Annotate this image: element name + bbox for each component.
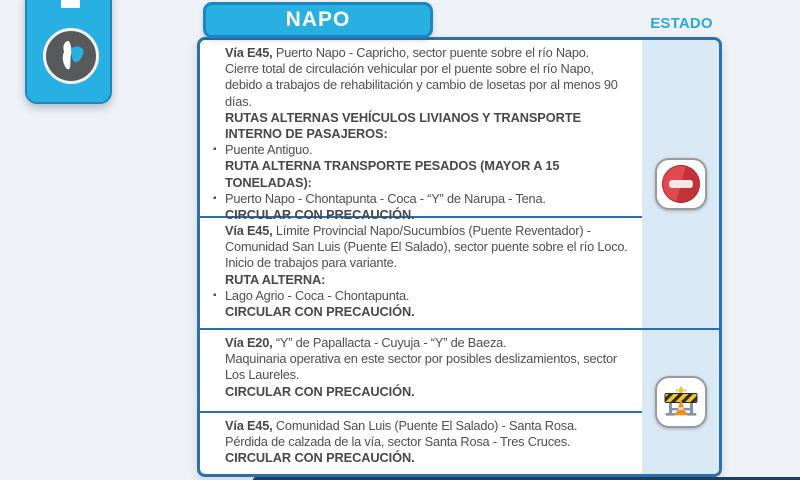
route-code: Vía E20, (225, 335, 273, 350)
alternate-route-item: ▪ Puerto Napo - Chontapunta - Coca - “Y” de Narupa - Tena. (225, 191, 634, 207)
estado-cell-closed (642, 40, 719, 330)
road-section-2 (200, 218, 642, 330)
road-sections (200, 40, 642, 474)
estado-column (642, 40, 719, 474)
route-title: Vía E45, Comunidad San Luis (Puente El Salado) - Santa Rosa. (225, 418, 578, 433)
road-section-4 (200, 413, 642, 474)
alternate-routes-heading: RUTAS ALTERNAS VEHÍCULOS LIVIANOS Y TRANSPORTE INTERNO DE PASAJEROS: (225, 109, 581, 142)
alternate-route-heading: RUTA ALTERNA: (225, 271, 326, 287)
road-status-card (197, 37, 722, 477)
logo-card (25, 0, 112, 104)
ecuador-map-icon (53, 38, 89, 74)
province-tab-label: NAPO (285, 8, 351, 31)
route-code: Vía E45, (225, 45, 273, 60)
alternate-route-heavy-heading: RUTA ALTERNA TRANSPORTE PESADOS (MAYOR A 15 TONELADAS): (225, 158, 560, 190)
route-description: Cierre total de circulación vehicular por el puente sobre el río Napo, debido a trabajos de rehabilitación y cambio de losetas por al menos 90 días. (225, 61, 618, 109)
logo-top-fragment (61, 0, 80, 8)
status-badge (655, 376, 707, 428)
caution-note: CIRCULAR CON PRECAUCIÓN. (225, 304, 415, 320)
route-title: Vía E45, Puerto Napo - Capricho, sector puente sobre el río Napo. (225, 45, 590, 60)
road-section-1 (200, 40, 642, 223)
no-entry-icon (662, 165, 700, 203)
route-code: Vía E45, (225, 418, 273, 433)
route-description: Maquinaria operativa en este sector por posibles deslizamientos, sector Los Laureles. (225, 351, 617, 383)
estado-cell-works (642, 330, 719, 474)
route-description: Inicio de trabajos para variante. (225, 255, 397, 271)
status-badge (655, 158, 707, 210)
logo-circle (43, 28, 99, 84)
caution-note: CIRCULAR CON PRECAUCIÓN. (225, 450, 415, 466)
alternate-route-item: ▪ Lago Agrio - Coca - Chontapunta. (225, 288, 634, 304)
route-title: Vía E45, Límite Provincial Napo/Sucumbíos (Puente Reventador) - Comunidad San Luis (Puente El Salado), sector puente sobre el río Loco. (225, 223, 628, 255)
estado-column-header: ESTADO (650, 15, 713, 32)
caution-note: CIRCULAR CON PRECAUCIÓN. (225, 207, 415, 223)
road-section-3 (200, 330, 642, 413)
province-tab (203, 2, 433, 38)
route-code: Vía E45, (225, 223, 273, 238)
caution-note: CIRCULAR CON PRECAUCIÓN. (225, 383, 415, 399)
construction-barrier-icon (661, 382, 701, 422)
route-description: Pérdida de calzada de la vía, sector Santa Rosa - Tres Cruces. (225, 434, 571, 450)
alternate-route-item: ▪ Puente Antiguo. (225, 142, 634, 158)
route-title: Vía E20, “Y” de Papallacta - Cuyuja - “Y” de Baeza. (225, 335, 507, 350)
